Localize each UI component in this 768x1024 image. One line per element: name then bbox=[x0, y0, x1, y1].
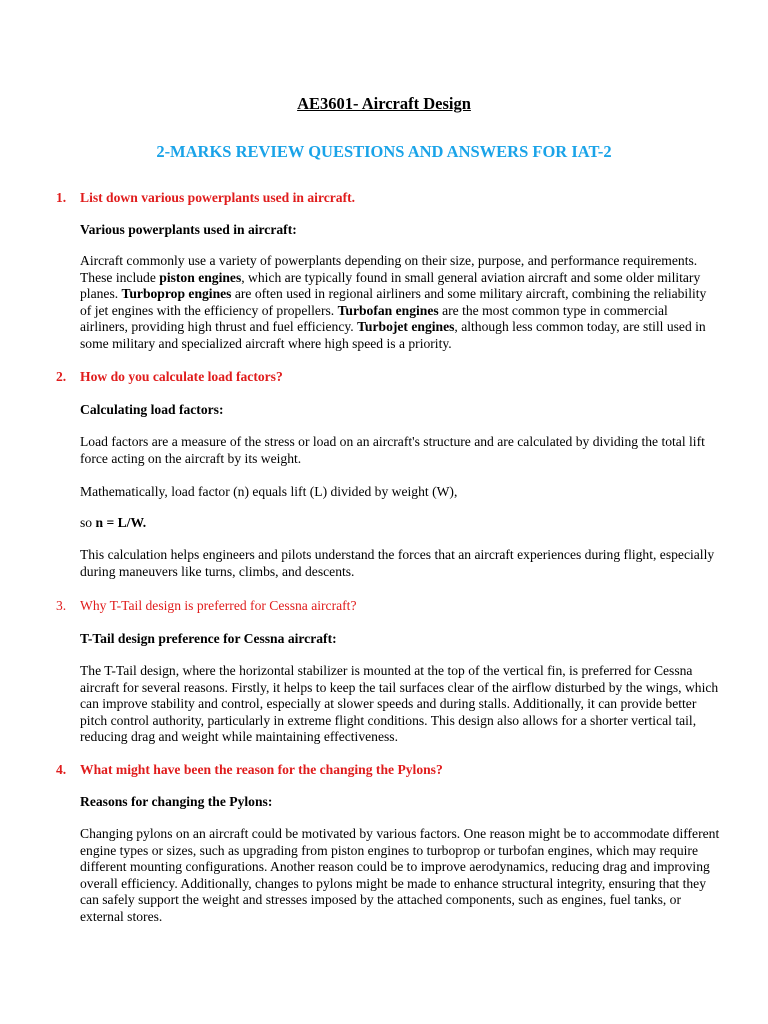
answer-3-paragraph bbox=[80, 663, 740, 746]
answer-line: reducing drag and weight while maintaining effectiveness. bbox=[80, 729, 398, 745]
answer-line: Aircraft commonly use a variety of powerplants depending on their size, purpose, and performance requirements. bbox=[80, 253, 698, 268]
answer-line: pitch control authority, particularly in extreme flight conditions. This design also allows for a shorter vertical tail, bbox=[80, 712, 697, 728]
answer-line: These include piston engines, which are typically found in small general aviation aircraft and some older military bbox=[80, 269, 701, 285]
answer-2-paragraph-2: Mathematically, load factor (n) equals lift (L) divided by weight (W), bbox=[80, 484, 458, 499]
answer-line: some military and specialized aircraft where high speed is a priority. bbox=[80, 335, 452, 351]
answer-1-heading: Various powerplants used in aircraft: bbox=[80, 222, 297, 237]
term-turbofan-engines: Turbofan engines bbox=[337, 302, 439, 318]
answer-1-paragraph bbox=[80, 253, 740, 353]
answer-line: force acting on the aircraft by its weight. bbox=[80, 450, 302, 466]
question-text: List down various powerplants used in aircraft. bbox=[80, 190, 356, 205]
question-text: Why T-Tail design is preferred for Cessna aircraft? bbox=[80, 598, 357, 613]
question-number: 3. bbox=[56, 598, 67, 613]
answer-2-paragraph-3 bbox=[80, 547, 740, 580]
question-1 bbox=[56, 190, 355, 206]
question-text: What might have been the reason for the changing the Pylons? bbox=[80, 762, 443, 777]
answer-line: of jet engines with the efficiency of propellers. Turbofan engines are the most common type in commercial bbox=[80, 302, 668, 318]
question-text: How do you calculate load factors? bbox=[80, 369, 283, 384]
answer-line: can safely support the weight and stresses imposed by the attached components, such as engines, fuel tanks, or bbox=[80, 892, 681, 908]
answer-line: planes. Turboprop engines are often used in regional airliners and some military aircraft, combining the reliability bbox=[80, 286, 707, 302]
answer-line: This calculation helps engineers and pilots understand the forces that an aircraft experiences during flight, especially bbox=[80, 547, 715, 562]
answer-line: during maneuvers like turns, climbs, and descents. bbox=[80, 563, 355, 579]
answer-line: The T-Tail design, where the horizontal stabilizer is mounted at the top of the vertical fin, is preferred for Cessna bbox=[80, 663, 693, 678]
question-number: 4. bbox=[56, 762, 67, 777]
term-piston-engines: piston engines bbox=[159, 269, 242, 285]
answer-line: can improve stability and control, especially at slower speeds and during stalls. Additionally, it can provide better bbox=[80, 696, 697, 712]
answer-line: airliners, providing high thrust and fuel efficiency. Turbojet engines, although less common today, are still used in bbox=[80, 319, 706, 335]
answer-line: engine types or sizes, such as upgrading from piston engines to turboprop or turbofan engines, which may require bbox=[80, 842, 698, 858]
question-number: 2. bbox=[56, 369, 67, 384]
answer-3-heading: T-Tail design preference for Cessna aircraft: bbox=[80, 631, 337, 646]
answer-line: aircraft for several reasons. Firstly, it helps to keep the tail surfaces clear of the airflow disturbed by the wings, which bbox=[80, 679, 719, 695]
answer-line: Load factors are a measure of the stress or load on an aircraft's structure and are calculated by dividing the total lift bbox=[80, 434, 705, 449]
answer-line: external stores. bbox=[80, 908, 163, 924]
answer-line: overall efficiency. Additionally, changes to pylons might be made to enhance structural integrity, ensuring that they bbox=[80, 875, 707, 891]
question-number: 1. bbox=[56, 190, 67, 205]
document-subtitle: 2-MARKS REVIEW QUESTIONS AND ANSWERS FOR IAT-2 bbox=[156, 142, 612, 161]
answer-4-heading: Reasons for changing the Pylons: bbox=[80, 794, 273, 809]
answer-line: different mounting configurations. Another reason could be to improve aerodynamics, reducing drag and improving bbox=[80, 859, 710, 875]
question-4 bbox=[56, 762, 443, 778]
answer-2-paragraph-1 bbox=[80, 434, 740, 467]
answer-4-paragraph bbox=[80, 826, 740, 926]
question-2 bbox=[56, 369, 283, 385]
answer-2-heading: Calculating load factors: bbox=[80, 402, 224, 417]
term-turbojet-engines: Turbojet engines bbox=[357, 319, 455, 335]
answer-line: Changing pylons on an aircraft could be motivated by various factors. One reason might be to accommodate different bbox=[80, 826, 720, 841]
question-3 bbox=[56, 598, 356, 614]
document-title: AE3601- Aircraft Design bbox=[297, 94, 471, 113]
load-factor-formula: so n = L/W. bbox=[80, 515, 147, 530]
term-turboprop-engines: Turboprop engines bbox=[121, 286, 232, 302]
